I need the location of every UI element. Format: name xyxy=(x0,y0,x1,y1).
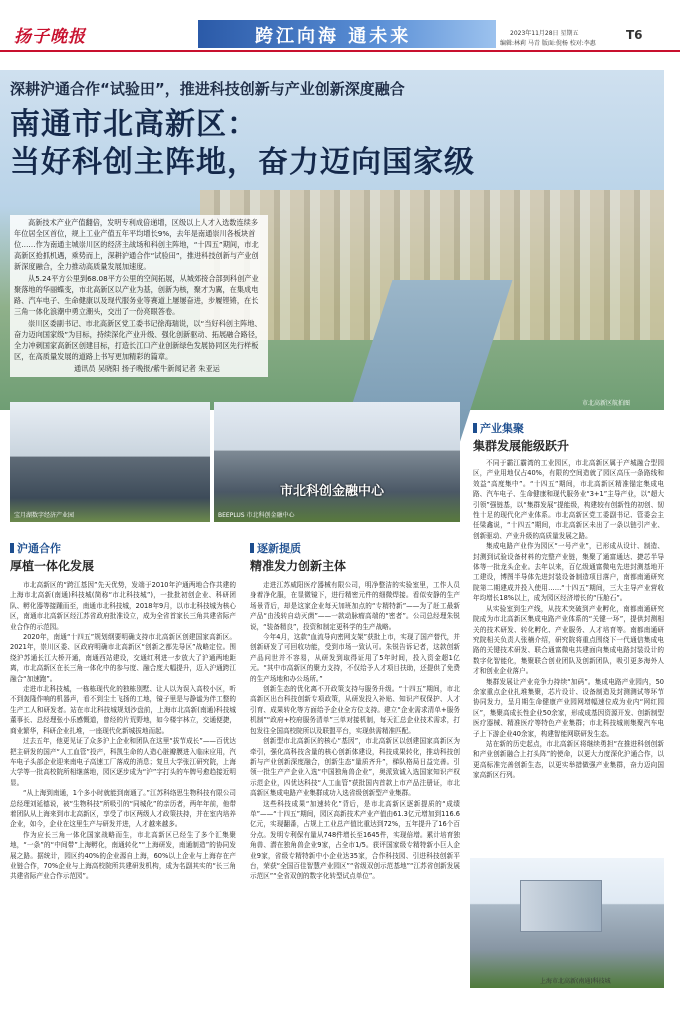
photo3-caption: 上海市北高新(南通)科技城 xyxy=(540,978,611,985)
hero-photo-caption: 市北高新区航拍图 xyxy=(582,400,631,407)
photo-finance-center xyxy=(214,402,460,522)
lead-paragraph: 从5.24平方公里到68.08平方公里的空间拓展，从城郊接合部到科创产业聚落地的华丽蝶变，市北高新区以产业为基，创新为核，聚才为翼，在集成电路、汽车电子、生命健康以及现代服务业等赛道上屡屡奋进，步履铿锵，在长三角一体化浪潮中勇立潮头，交出了一份亮眼答卷。 xyxy=(14,274,259,316)
headline-line-2: 当好科创主阵地，奋力迈向国家级 xyxy=(10,145,475,180)
section-title-2: 精准发力创新主体 xyxy=(250,559,347,573)
section-banner-text: 跨江向海 通未来 xyxy=(255,26,412,47)
paragraph: 今年4月，这款“血流导向密网支架”获批上市，实现了国产替代，并创新研发了可回收功能，受到市场一致认可。朱锐告诉记者，这款创新产品问世并不容易，从研发到取得证用了5年时间，投入资金超1亿元。“其中市高新区的聚力支持，不仅给予人才项目扶助，还提供了免费的生产场地和办公场所。” xyxy=(250,633,460,683)
paragraph: 站在新的历史起点，市北高新区将继续勇担“在推进科创创新和产业创新融合上打头阵”的使命，以更大力度深化沪通合作，以更高标准完善创新生态，以更实举措做强产业集群，奋力迈向国家高新区行列。 xyxy=(473,739,664,780)
paragraph: 从实验室到生产线，从技术突破到产业孵化，南都南通研究院成为市北高新区集成电路产业体系的“关键一环”，提供封测相关的技术研发、转化孵化、产业服务、人才培育等。南都南通研究院相关负责人张楠介绍，研究院将重点围绕下一代通信集成电路的关键技术研发、联合通富微电共建面向集成电路封装设计的数字化智能化，集聚联合创业团队及创新团队，吸引更多海外人才和创业企业落户。 xyxy=(473,604,664,676)
building xyxy=(520,880,602,932)
issue-date: 2023年11月28日 星期五 xyxy=(510,30,579,37)
section-tag-3: 产业集聚 xyxy=(473,420,524,436)
paragraph: 市北高新区的“跨江基因”先天优势，发端于2010年沪通两地合作共建的上海市北高新(南通)科技城(简称“市北科技城”)，一批批初创企业、科研团队、孵化器等接踵而至，南通市北科技城，2018年9月，以市北科技城为核心区，南通市北高新区经江苏省政府批准设立，成为全省首家长三角共建省际产业合作的示范园。 xyxy=(10,581,236,631)
column-1-body xyxy=(10,580,236,882)
paragraph: 创新型市北高新区的核心“基因”，市北高新区以创建国家高新区为牵引，强化高科技含量的核心创新体建设，科技成果转化，推动科技创新与产业创新深度融合，创新生态“量质齐升”，梯队格局日益完善。引领一批生产产企业入选“中国独角兽企业”，奥派致诚入选国家知识产权示范企业，四优达科技“人工血管”获批国内首款上市产品注册证，市北高新区集成电路产业集群成功入选省级创新型产业集群。 xyxy=(250,737,460,798)
editor-credits: 编辑:林莉 马青 版面:倪杨 校对:李惠 xyxy=(500,40,596,47)
lead-text xyxy=(10,215,268,377)
section-tag-2: 逐新提质 xyxy=(250,540,301,556)
masthead xyxy=(0,0,680,48)
masthead-rule xyxy=(0,50,680,52)
lead-paragraph: 高新技术产业产值翻倍，发明专利成倍递增，区级以上人才入选数连续多年位居全区首位，规上工业产值五年平均增长9%，去年是南通崇川各板块首位……作为南通主城崇川区的经济主战场和科创主阵地，“十四五”期间，市北高新区抢抓机遇，乘势而上，深耕沪通合作“试验田”，推进科技创新与产业创新深度融合，全力推动高质量发展加速度。 xyxy=(14,218,259,271)
paper-name: 扬子晚报 xyxy=(14,27,86,47)
photo-industrial-park xyxy=(10,402,210,522)
lead-paragraph: 崇川区委副书记、市北高新区党工委书记徐海瑞说，以“当好科创主阵地、奋力迈向国家级”为目标，持续深化产业升级、强化创新驱动、拓展融合路径，全力冲刺国家高新区创建目标，打造长江口产业创新绿色发展协同区先行样板区，在高质量发展的道路上书写更加精彩的篇章。 xyxy=(14,319,263,361)
page-number: T6 xyxy=(626,28,643,42)
building-sign: 市北科创金融中心 xyxy=(280,484,385,499)
paragraph: 这些科技成果“加速转化”背后，是市北高新区逐新提质的“成绩单”——“十四五”期间，园区高新技术产业产值由61.3亿元增加到116.6亿元，实现翻番，占规上工业总产值比重达到72%，五年提升了16个百分点。发明专利保有量从748件增长至1645件，实现倍增。累计培育独角兽、潜在独角兽企业9家，占全市1/5。获评国家级专精特新小巨人企业9家，省级专精特新中小企业达35家，合作科技园、引进科技创新平台，荣获“全国百佳智慧产业园区”“省级双创示范基地”“江苏省创新发展示范区”“全省双创的数字化转型试点单位”。 xyxy=(250,799,460,881)
paragraph: 作为应长三角一体化国家战略而生，市北高新区已经生了多个汇集聚地，“一条”的“中间带”上海孵化，南通转化”“上海研发，南通制造”的协同发展之路。据统计，园区约40%的企业源自上海，60%以上企业与上海存在产业链合作，70%企业与上海高校院所共建研发机构，成为名副其实的“长三角共建省际产业合作示范园”。 xyxy=(10,830,236,881)
photo1-caption: 宝月湖数字经济产业园 xyxy=(14,512,75,519)
paragraph: 过去五年，他更见证了众多沪上企业和团队在这里“拔节成长”——百优达把主研发的国产“人工血管”投产，科凯生命的人造心脏瓣膜进入临床应用，汽车电子头部企业迎来南电子高速工厂落成的消息；复旦大学张江研究院，上海大学等一批高校院所相继落地，园区逐步成为“沪”字打头的车牌号愈趋接近明显。 xyxy=(10,737,236,787)
paragraph: “从上海到南通，1个多小时就能到南通了。”江苏科络思生物科技有限公司总经理刘延德说，被“生物科技”所吸引的“同城化”的亲历者，两年年前，他带着团队从上海来到市北高新区，享受了市区两级人才政策扶持，并在室内培养企业，如今，企业在这里生产与研发并进，人才越来越多。 xyxy=(10,789,236,829)
byline: 通讯员 吴晓阳 扬子晚报/紫牛新闻记者 朱亚运 xyxy=(74,364,220,373)
section-tag-1: 沪通合作 xyxy=(10,540,61,556)
paragraph: 创新生态的优化离不开政策支持与服务升级。“十四五”期间，市北高新区出台科技创新专项政策，从研发投入补贴、知识产权保护、人才引育、成果转化等方面给予企业全方位支持。建立“企业需求清单+服务机制”“政府+校府服务清单”三单对接机制，每天汇总企业技术需求，打包发往全国高校院所以及联盟平台，实现供需精准匹配。 xyxy=(250,685,460,735)
paragraph: 集成电路产业作为园区“一号产业”，已形成从设计、制造、封测到试验设备材料的完整产业链，集聚了通富通达、捷芯半导体等一批龙头企业。去年以来，百亿级通富微电先进封测基地开工建设，博图半导体先进封装设备制造项目落户，南都南通研究院第二期建成并投入使用……“十四五”期间，三大主导产业营收年均增长18%以上，成为园区经济增长的“压舱石”。 xyxy=(473,542,664,603)
section-title-1: 厚植一体化发展 xyxy=(10,559,95,573)
photo2-caption: BEEPLUS 市北科创金融中心 xyxy=(218,512,295,519)
paragraph: 走进市北科技城，一栋栋现代化的独栋别墅、让人以为误入高校小区，听不到轰隆作响的机器声，看不到尘土飞扬的工地，镜子里是与静谧为伴工整的生产工人和研发者。站在市北科技城规划沙盘前，上海市北高新(南通)科技城董事长、总经理张小乐感慨道，曾经的片荒野地，如今楼宇林立，交通便捷，商业繁华，科研企业扎堆，一座现代化新城拔地而起。 xyxy=(10,685,236,735)
column-2-body xyxy=(250,580,460,882)
column-3-body xyxy=(473,458,664,781)
paragraph: 2020年，南通“十四五”规划纲要明确支持市北高新区创建国家高新区。2021年，崇川区委、区政府明确市北高新区“创新之都先导区”战略定位。围绕沪苏通长江大桥开通，南通西站建设，交通红利进一步放大了沪通两地距离，市北高新区在长三角一体化中的参与度、融合度大幅提升，迈入沪通跨江融合“加速跑”。 xyxy=(10,633,236,683)
paragraph: 集群发展让产业竞争力持续“加码”。集成电路产业园内，50余家重点企业扎堆集聚，芯片设计、设备制造及封测测试等环节协同发力，呈月期生命健康产业园网增幅速位成为业内“网红园区”，集聚高成长性企业50余家，形成成基因资源开发、创新制型医疗器械、精准医疗等特色产业集群；市北科技城则集聚汽车电子上下游企业40余家，构建智能网联研发生态。 xyxy=(473,677,664,738)
paragraph: 不同于霸江霸湾的工业园区，市北高新区属于产城融合型园区，产业用地仅占40%，有限的空间造就了园区高压一条路线和效益“高度集中”。“十四五”期间，市北高新区精准锚定集成电路、汽车电子、生命健康和现代服务业“3+1”主导产业，以“超大引领”强链基，以“集群发展”提能级，构建较有创新性的初创、韧性十足的现代化产业体系。市北高新区党工委副书记、管委会主任梁鑫说，“十四五”期间，市北高新区未出了一条以链引产业、创新驱动、产业升级的高质量发展之路。 xyxy=(473,459,664,540)
headline-line-1: 南通市北高新区： xyxy=(10,107,258,142)
paragraph: 走进江苏威阳医疗器械有限公司，明净整洁的实验室里，工作人员身着净化服，在显微镜下，进行精密元件的细微焊接。看似安静的生产场景背后，却是这家企业每天加班加点的“专精特新”——为了赶工最新产品“由浅转自动灭菌”——一款动脉瘤高端的“密者”。公司总经理朱锐说，“装备精良”，投资和制定更科学的生产战略。 xyxy=(250,581,460,631)
headline-subtitle: 深耕沪通合作“试验田”，推进科技创新与产业创新深度融合 xyxy=(10,80,405,98)
section-title-3: 集群发展能级跃升 xyxy=(473,439,570,453)
headline-title xyxy=(10,106,475,182)
